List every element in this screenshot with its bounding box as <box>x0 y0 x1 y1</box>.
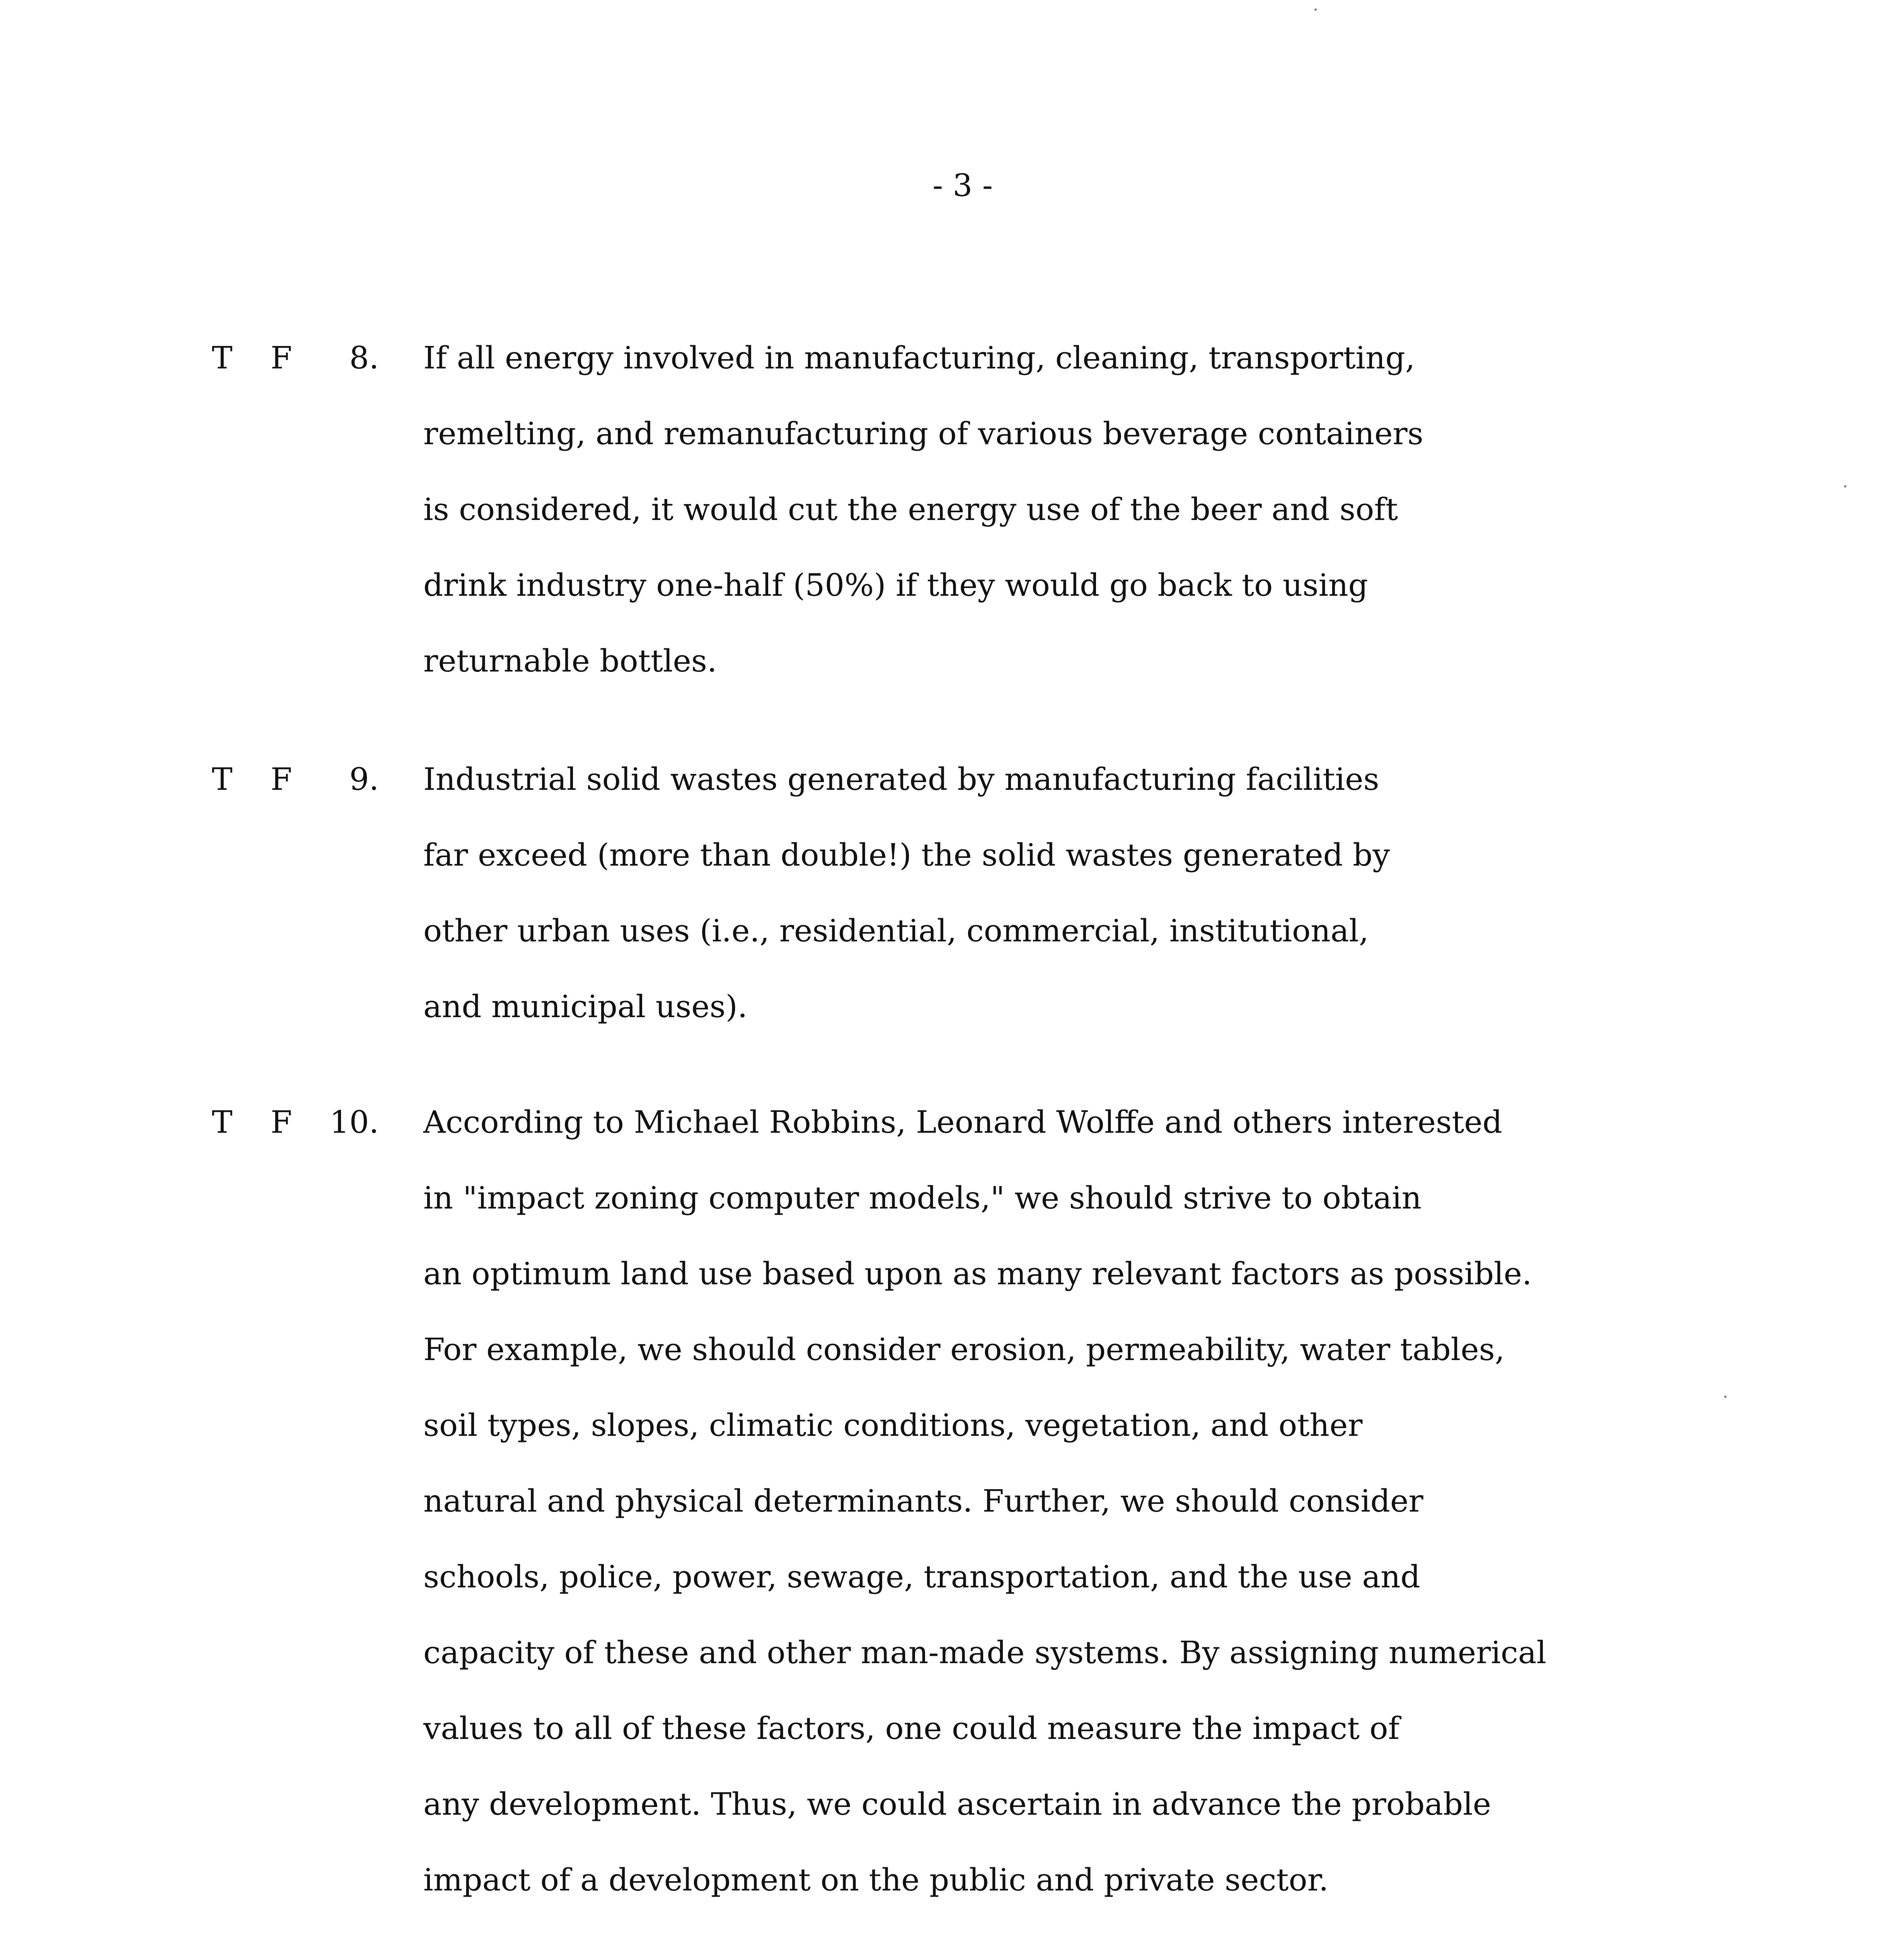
text-line: is considered, it would cut the energy use of the beer and soft <box>423 491 1398 527</box>
scan-speck <box>1844 485 1846 488</box>
text-line: an optimum land use based upon as many relevant factors as possible. <box>423 1256 1532 1292</box>
text-line: schools, police, power, sewage, transportation, and the use and <box>423 1559 1420 1595</box>
text-line: Industrial solid wastes generated by manufacturing facilities <box>423 761 1379 797</box>
question-number: 8. <box>349 340 379 376</box>
true-option: T <box>212 340 233 376</box>
true-option: T <box>212 1104 233 1140</box>
scan-speck <box>1724 1396 1727 1398</box>
text-line: soil types, slopes, climatic conditions, vegetation, and other <box>423 1407 1363 1443</box>
question-number: 10. <box>329 1104 379 1140</box>
question-number: 9. <box>349 761 379 797</box>
text-line: remelting, and remanufacturing of various beverage containers <box>423 416 1423 452</box>
false-option: F <box>271 761 292 797</box>
text-line: other urban uses (i.e., residential, commercial, institutional, <box>423 913 1369 949</box>
text-line: capacity of these and other man-made systems. By assigning numerical <box>423 1635 1546 1670</box>
text-line: natural and physical determinants. Further, we should consider <box>423 1483 1423 1519</box>
text-line: returnable bottles. <box>423 643 717 679</box>
text-line: any development. Thus, we could ascertain in advance the probable <box>423 1786 1491 1822</box>
scan-speck <box>1314 9 1317 11</box>
text-line: For example, we should consider erosion, permeability, water tables, <box>423 1331 1505 1367</box>
text-line: drink industry one-half (50%) if they would go back to using <box>423 567 1368 603</box>
question-text <box>423 741 1776 1045</box>
text-line: in "impact zoning computer models," we should strive to obtain <box>423 1180 1422 1216</box>
text-line: According to Michael Robbins, Leonard Wolffe and others interested <box>423 1104 1502 1140</box>
false-option: F <box>271 1104 292 1140</box>
question-text <box>423 1084 1776 1918</box>
text-line: far exceed (more than double!) the solid wastes generated by <box>423 837 1390 873</box>
question-text <box>423 320 1776 699</box>
true-option: T <box>212 761 233 797</box>
text-line: impact of a development on the public and private sector. <box>423 1862 1329 1898</box>
text-line: If all energy involved in manufacturing, cleaning, transporting, <box>423 340 1415 376</box>
page-number: - 3 - <box>932 167 993 203</box>
false-option: F <box>271 340 292 376</box>
text-line: values to all of these factors, one could measure the impact of <box>423 1710 1400 1746</box>
text-line: and municipal uses). <box>423 989 748 1024</box>
